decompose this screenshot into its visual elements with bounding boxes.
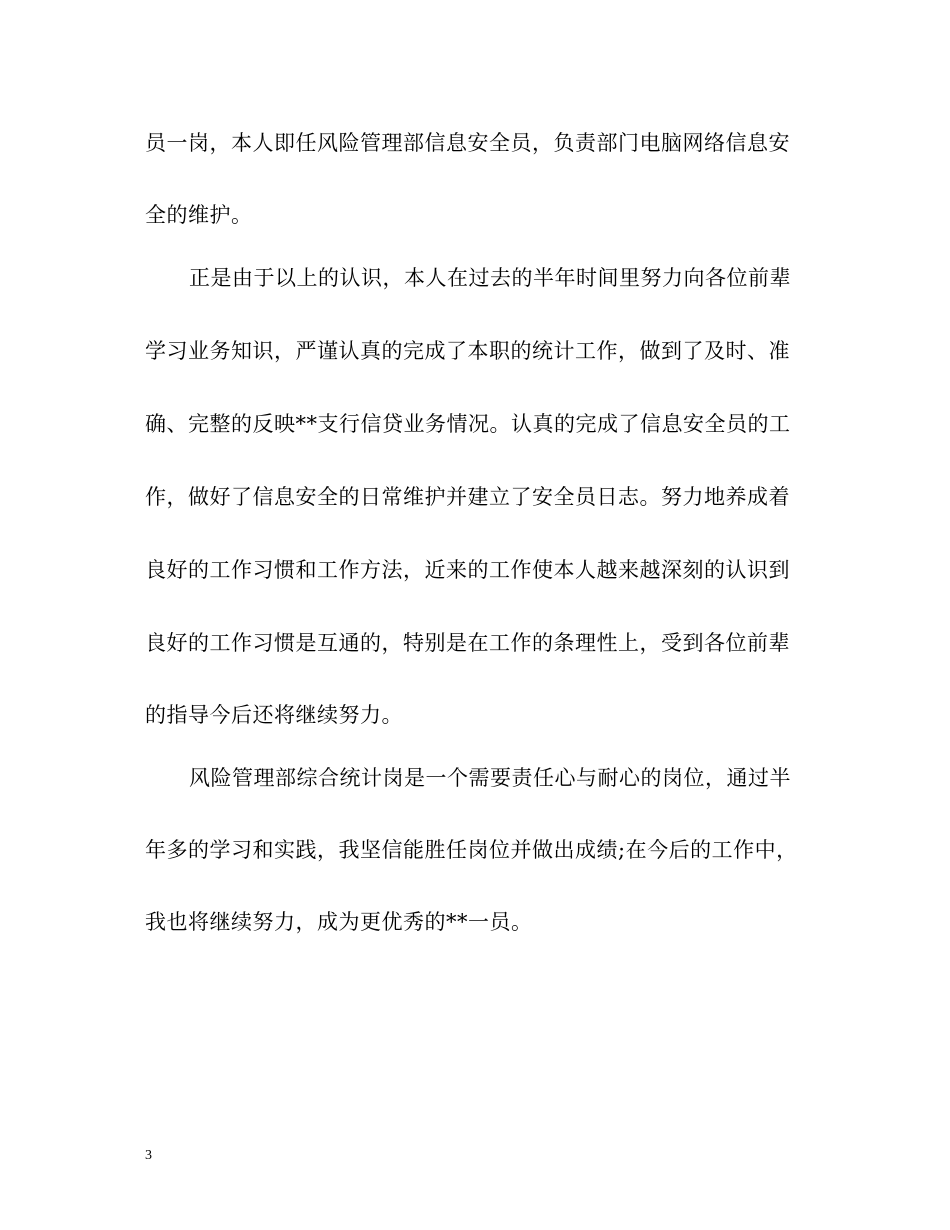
paragraph-first-line: 正是由于以上的认识，本人在过去的半年时间里努力向各位前辈: [189, 266, 791, 290]
page-number: 3: [145, 1148, 152, 1163]
paragraph-first-line: 风险管理部综合统计岗是一个需要责任心与耐心的岗位，通过半: [189, 766, 791, 790]
text-line: 年多的学习和实践，我坚信能胜任岗位并做出成绩;在今后的工作中，: [145, 838, 798, 862]
text-line: 员一岗，本人即任风险管理部信息安全员，负责部门电脑网络信息安: [145, 131, 790, 155]
text-line: 的指导今后还将继续努力。: [145, 703, 403, 727]
text-line: 良好的工作习惯是互通的，特别是在工作的条理性上，受到各位前辈: [145, 631, 790, 655]
text-line: 良好的工作习惯和工作方法，近来的工作使本人越来越深刻的认识到: [145, 558, 790, 582]
text-line: 我也将继续努力，成为更优秀的**一员。: [145, 910, 533, 934]
text-line: 学习业务知识，严谨认真的完成了本职的统计工作，做到了及时、准: [145, 339, 790, 363]
text-line: 确、完整的反映**支行信贷业务情况。认真的完成了信息安全员的工: [145, 412, 791, 436]
text-line: 全的维护。: [145, 203, 253, 227]
text-line: 作，做好了信息安全的日常维护并建立了安全员日志。努力地养成着: [145, 485, 790, 509]
